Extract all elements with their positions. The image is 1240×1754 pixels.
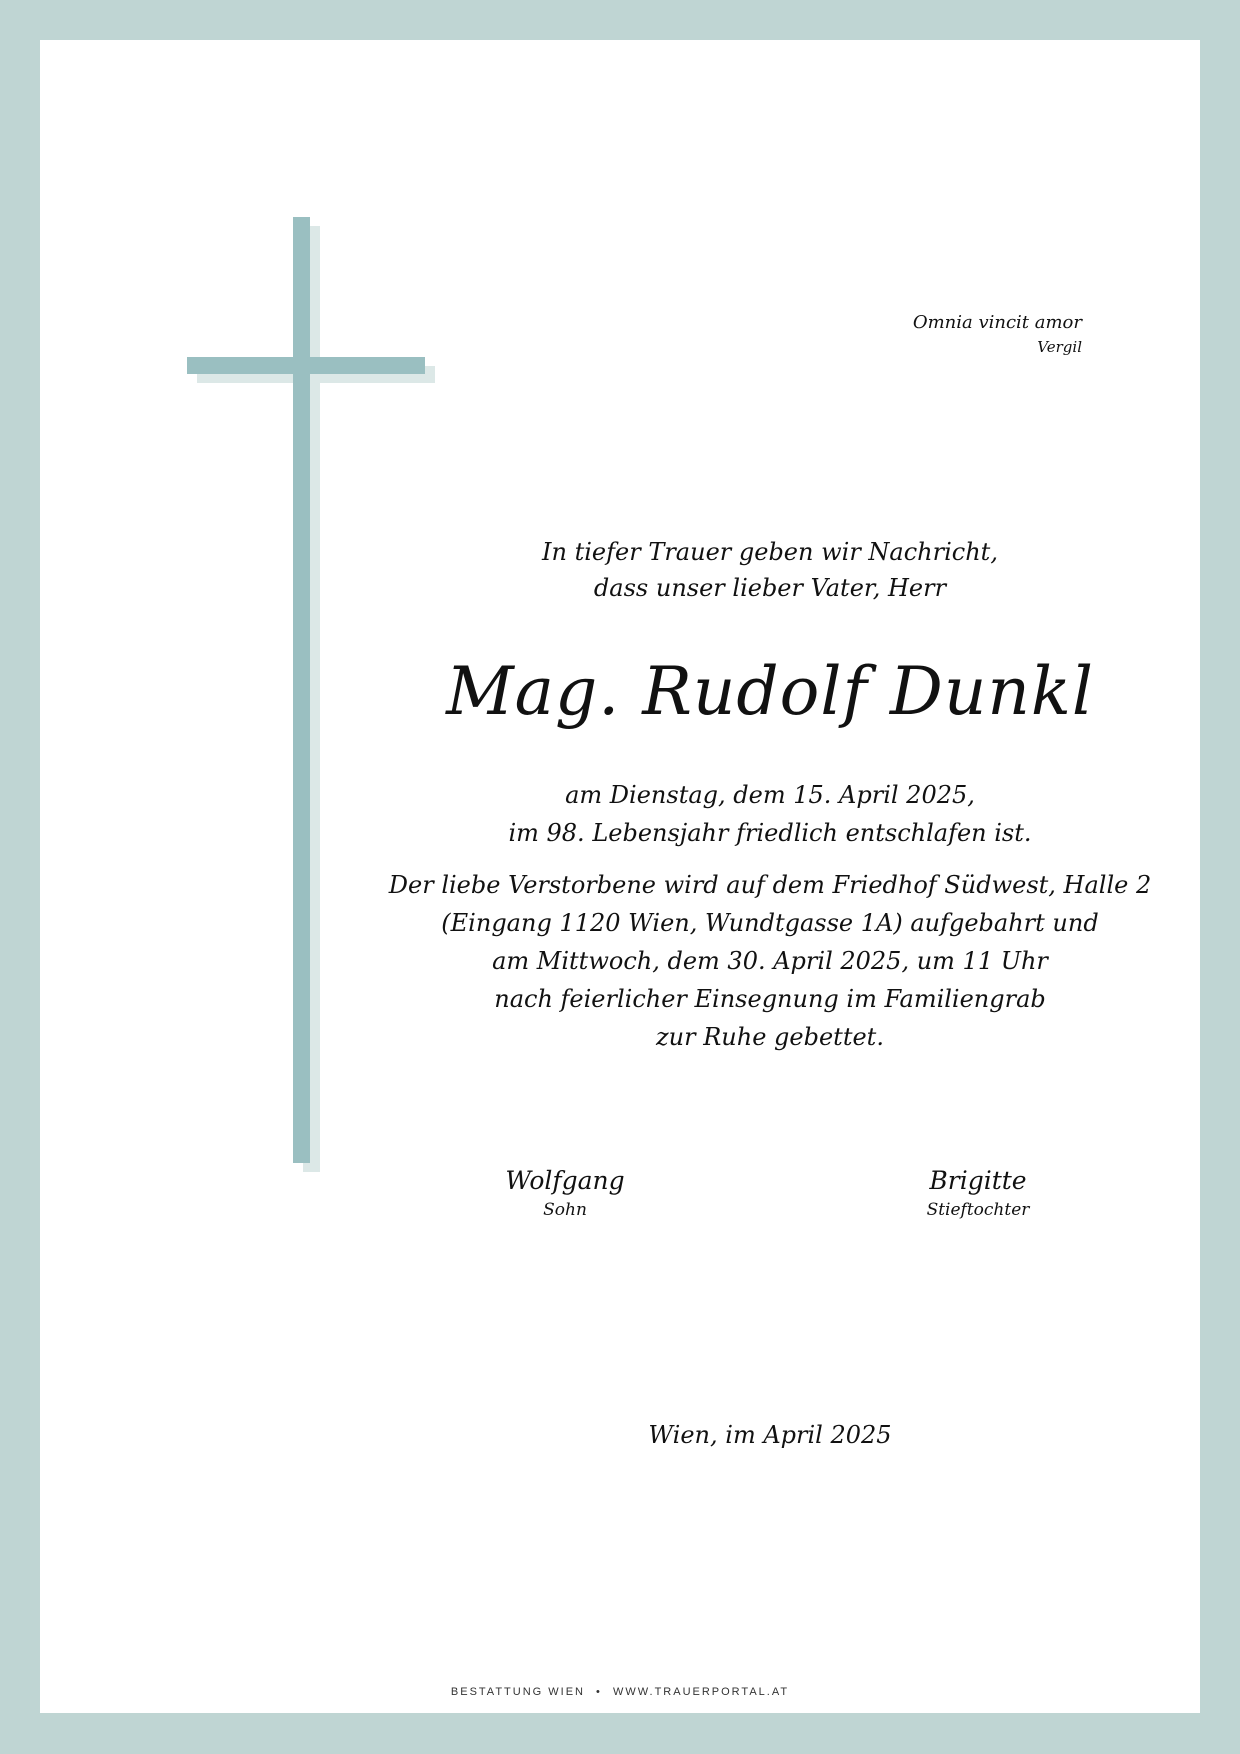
mourner [858,1164,1098,1222]
footer-publisher: BESTATTUNG WIEN [450,1686,585,1698]
funeral-line: (Eingang 1120 Wien, Wundtgasse 1A) aufgebahrt und [441,909,1099,937]
mourner-relation: Stieftochter [926,1200,1030,1220]
death-notice [370,776,1170,852]
quote [913,310,1082,358]
mourner-relation: Sohn [543,1200,587,1220]
footer-website: WWW.TRAUERPORTAL.AT [612,1686,790,1698]
funeral-line: zur Ruhe gebettet. [656,1023,884,1051]
deceased-name: Mag. Rudolf Dunkl [446,653,1094,730]
obituary-sheet [40,40,1200,1713]
funeral-line: am Mittwoch, dem 30. April 2025, um 11 Uhr [492,947,1048,975]
death-line: im 98. Lebensjahr friedlich entschlafen ist. [508,819,1032,847]
mourner [445,1164,685,1222]
funeral-details [370,866,1170,1056]
funeral-line: nach feierlicher Einsegnung im Familiengrab [494,985,1046,1013]
cross-icon [187,357,425,374]
quote-author: Vergil [1037,338,1082,356]
intro-text [370,534,1170,606]
funeral-line: Der liebe Verstorbene wird auf dem Friedhof Südwest, Halle 2 [388,871,1152,899]
death-line: am Dienstag, dem 15. April 2025, [565,781,975,809]
quote-text: Omnia vincit amor [912,312,1082,333]
intro-line: In tiefer Trauer geben wir Nachricht, [542,538,998,566]
footer [0,1686,1240,1698]
mourner-name: Wolfgang [505,1166,625,1195]
intro-line: dass unser lieber Vater, Herr [593,574,947,602]
place-date: Wien, im April 2025 [648,1421,892,1449]
footer-separator: • [596,1686,602,1698]
mourner-name: Brigitte [929,1166,1027,1195]
